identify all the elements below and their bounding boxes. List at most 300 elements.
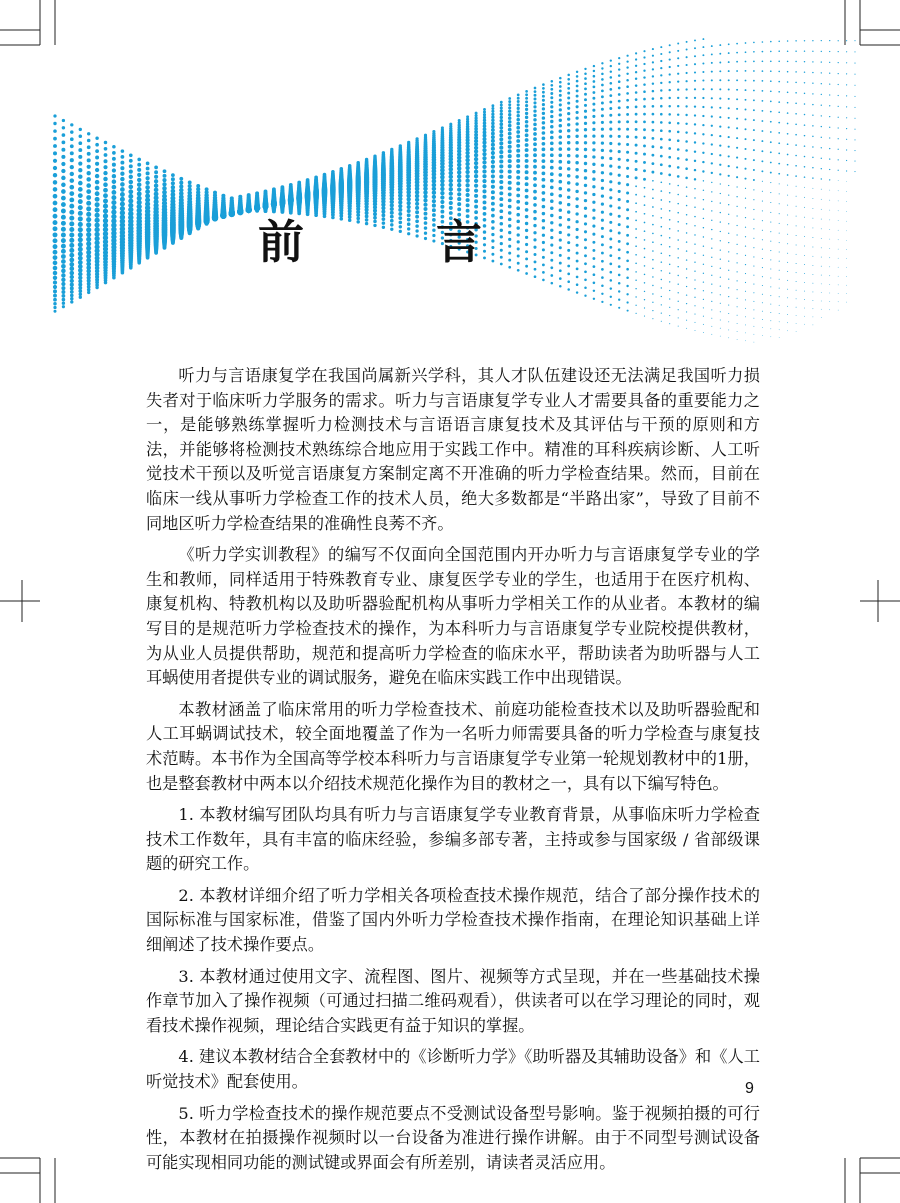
decorative-dot [508, 170, 512, 174]
decorative-dot [95, 168, 99, 172]
decorative-dot [584, 110, 587, 113]
decorative-dot [745, 291, 746, 292]
decorative-dot [626, 293, 628, 295]
decorative-dot [525, 176, 529, 180]
decorative-dot [626, 151, 629, 154]
decorative-dot [720, 277, 721, 278]
decorative-dot [694, 71, 696, 73]
decorative-dot [86, 177, 91, 182]
decorative-dot [601, 114, 604, 117]
decorative-dot [728, 260, 729, 261]
decorative-dot [626, 200, 629, 203]
decorative-dot [694, 88, 696, 90]
decorative-dot [575, 116, 578, 119]
decorative-dot [576, 111, 579, 114]
decorative-dot [567, 147, 571, 151]
decorative-dot [677, 50, 679, 52]
decorative-dot [533, 132, 537, 136]
decorative-dot [592, 178, 595, 181]
decorative-dot [770, 259, 771, 260]
decorative-dot [70, 123, 73, 126]
decorative-dot [584, 191, 587, 194]
decorative-dot [812, 136, 813, 137]
decorative-dot [753, 266, 754, 267]
decorative-dot [584, 72, 587, 75]
decorative-dot [779, 233, 780, 234]
decorative-dot [829, 73, 830, 74]
decorative-dot [575, 161, 578, 164]
decorative-dot [525, 182, 529, 186]
decorative-dot [728, 296, 729, 297]
decorative-dot [761, 160, 763, 162]
decorative-dot [762, 181, 763, 182]
decorative-dot [660, 82, 662, 84]
decorative-dot [559, 135, 563, 139]
decorative-dot [609, 213, 612, 216]
decorative-dot [593, 65, 595, 67]
decorative-dot [584, 294, 586, 296]
decorative-dot [737, 331, 738, 332]
decorative-dot [686, 214, 688, 216]
decorative-dot [745, 207, 746, 208]
decorative-dot [457, 179, 461, 183]
decorative-dot [736, 215, 737, 216]
decorative-dot [53, 137, 57, 141]
decorative-dot [601, 108, 604, 111]
decorative-dot [558, 160, 562, 164]
decorative-dot [542, 99, 545, 102]
decorative-dot [804, 316, 805, 317]
decorative-dot [584, 77, 587, 80]
decorative-dot [609, 204, 612, 207]
decorative-dot [745, 109, 747, 111]
decorative-dot [720, 303, 721, 304]
decorative-dot [533, 114, 536, 117]
decorative-dot [694, 132, 696, 134]
decorative-dot [618, 223, 621, 226]
decorative-dot [584, 82, 587, 85]
decorative-dot [660, 217, 662, 219]
decorative-dot [812, 188, 813, 189]
decorative-dot [677, 203, 679, 205]
decorative-dot [778, 81, 780, 83]
decorative-dot [103, 182, 108, 187]
decorative-dot [533, 137, 537, 141]
decorative-dot [745, 308, 746, 309]
decorative-dot [745, 118, 747, 120]
decorative-dot [829, 105, 830, 106]
decorative-dot [567, 210, 570, 213]
decorative-dot [804, 227, 805, 228]
decorative-dot [601, 219, 604, 222]
decorative-dot [61, 244, 66, 249]
decorative-dot [821, 189, 822, 190]
decorative-dot [635, 245, 637, 247]
decorative-dot [854, 150, 855, 151]
decorative-dot [576, 236, 579, 239]
decorative-dot [635, 91, 638, 94]
decorative-dot [677, 43, 679, 45]
decorative-dot [795, 175, 797, 177]
decorative-dot [796, 315, 797, 316]
decorative-dot [525, 100, 528, 103]
decorative-dot [846, 84, 847, 85]
decorative-dot [795, 103, 797, 105]
decorative-dot [762, 210, 763, 211]
decorative-dot [559, 194, 563, 198]
decorative-dot [626, 259, 629, 262]
decorative-dot [559, 173, 563, 177]
decorative-dot [703, 307, 704, 308]
decorative-dot [457, 183, 461, 187]
decorative-dot [499, 169, 503, 173]
decorative-dot [104, 147, 108, 151]
decorative-dot [762, 90, 764, 92]
decorative-dot [53, 238, 58, 243]
decorative-dot [652, 215, 654, 217]
decorative-dot [491, 125, 495, 129]
decorative-dot [70, 286, 74, 290]
decorative-dot [821, 40, 822, 41]
decorative-dot [567, 280, 570, 283]
decorative-dot [559, 254, 562, 257]
decorative-dot [635, 296, 636, 297]
decorative-dot [787, 280, 788, 281]
decorative-dot [720, 268, 721, 269]
decorative-dot [120, 161, 124, 165]
decorative-dot [652, 310, 653, 311]
decorative-dot [61, 209, 66, 214]
decorative-dot [678, 301, 679, 302]
decorative-dot [778, 101, 780, 103]
decorative-dot [609, 114, 612, 117]
decorative-dot [753, 275, 754, 276]
decorative-dot [829, 169, 830, 170]
decorative-dot [669, 66, 671, 68]
decorative-dot [78, 289, 82, 293]
decorative-dot [601, 179, 604, 182]
decorative-dot [482, 156, 486, 160]
decorative-dot [70, 283, 74, 287]
decorative-dot [635, 84, 638, 87]
decorative-dot [525, 170, 529, 174]
decorative-dot [694, 271, 695, 272]
decorative-dot [542, 107, 545, 110]
decorative-dot [677, 248, 678, 249]
decorative-dot [103, 177, 107, 181]
decorative-dot [846, 51, 847, 52]
decorative-dot [626, 225, 629, 228]
decorative-dot [778, 41, 780, 43]
decorative-dot [745, 282, 746, 283]
decorative-dot [491, 190, 495, 194]
decorative-dot [516, 122, 520, 126]
decorative-dot [626, 175, 629, 178]
decorative-dot [601, 187, 604, 190]
decorative-dot [677, 212, 679, 214]
decorative-dot [499, 186, 503, 190]
decorative-dot [804, 135, 806, 137]
decorative-dot [770, 250, 771, 251]
decorative-dot [491, 185, 495, 189]
decorative-dot [559, 269, 562, 272]
decorative-dot [499, 155, 503, 159]
decorative-dot [584, 134, 587, 137]
decorative-dot [576, 260, 579, 263]
decorative-dot [821, 257, 822, 258]
decorative-dot [162, 178, 166, 182]
decorative-dot [61, 169, 65, 173]
decorative-dot [457, 170, 461, 174]
decorative-dot [796, 225, 797, 226]
decorative-dot [575, 141, 578, 144]
decorative-dot [762, 230, 763, 231]
decorative-dot [635, 106, 638, 109]
decorative-dot [592, 155, 595, 158]
decorative-dot [499, 146, 503, 150]
decorative-dot [761, 140, 763, 142]
decorative-dot [787, 174, 789, 176]
decorative-dot [474, 184, 478, 188]
decorative-dot [542, 126, 546, 130]
decorative-dot [559, 208, 562, 211]
decorative-dot [584, 88, 587, 91]
decorative-dot [635, 136, 638, 139]
decorative-dot [238, 208, 242, 212]
decorative-dot [753, 209, 754, 210]
decorative-dot [508, 136, 512, 140]
decorative-dot [720, 285, 721, 286]
decorative-dot [846, 149, 847, 150]
decorative-dot [61, 233, 66, 238]
decorative-dot [559, 81, 562, 84]
decorative-dot [111, 200, 116, 205]
decorative-dot [474, 199, 478, 203]
decorative-dot [821, 147, 822, 148]
decorative-dot [804, 114, 806, 116]
decorative-dot [643, 70, 645, 72]
decorative-dot [78, 237, 83, 242]
decorative-dot [610, 296, 612, 298]
decorative-dot [618, 265, 621, 268]
decorative-dot [829, 284, 830, 285]
decorative-dot [592, 148, 595, 151]
decorative-dot [62, 302, 65, 305]
decorative-dot [745, 138, 747, 140]
decorative-dot [719, 164, 721, 166]
decorative-dot [736, 147, 738, 149]
decorative-dot [626, 183, 629, 186]
decorative-dot [542, 263, 545, 266]
decorative-dot [550, 110, 553, 113]
decorative-dot [516, 187, 520, 191]
decorative-dot [533, 196, 537, 200]
decorative-dot [70, 144, 74, 148]
decorative-dot [821, 219, 822, 220]
decorative-dot [728, 337, 729, 338]
decorative-dot [821, 301, 822, 302]
decorative-dot [491, 174, 495, 178]
decorative-dot [137, 182, 142, 187]
decorative-dot [516, 144, 520, 148]
decorative-dot [669, 51, 671, 53]
decorative-dot [128, 189, 133, 194]
decorative-dot [516, 135, 520, 139]
decorative-dot [567, 196, 570, 199]
decorative-dot [685, 80, 687, 82]
decorative-dot [627, 310, 629, 312]
decorative-dot [652, 68, 654, 70]
decorative-dot [508, 103, 511, 106]
decorative-dot [95, 208, 100, 213]
decorative-dot [787, 306, 788, 307]
decorative-dot [137, 191, 142, 196]
decorative-dot [499, 191, 503, 195]
decorative-dot [660, 97, 663, 100]
decorative-dot [720, 336, 721, 337]
decorative-dot [795, 40, 796, 41]
decorative-dot [542, 159, 546, 163]
decorative-dot [550, 166, 554, 170]
decorative-dot [643, 169, 646, 172]
decorative-dot [829, 51, 830, 52]
decorative-dot [474, 161, 478, 165]
decorative-dot [736, 157, 738, 159]
decorative-dot [584, 230, 587, 233]
decorative-dot [466, 198, 470, 202]
decorative-dot [838, 170, 839, 171]
decorative-dot [542, 103, 545, 106]
decorative-dot [78, 168, 82, 172]
decorative-dot [686, 303, 687, 304]
decorative-dot [745, 227, 746, 228]
decorative-dot [779, 242, 780, 243]
decorative-dot [787, 143, 789, 145]
paragraph-feature-1: 1. 本教材编写团队均具有听力与言语康复学专业教育背景，从事临床听力学检查技术工作数年，具有丰富的临床经验，参编多部专著，主持或参与国家级 / 省部级课题的研究工作。 [146, 805, 760, 874]
decorative-dot [542, 178, 546, 182]
decorative-dot [618, 257, 621, 260]
decorative-dot [720, 221, 721, 222]
decorative-dot [677, 230, 679, 232]
decorative-dot [762, 319, 763, 320]
decorative-dot [567, 129, 570, 132]
decorative-dot [796, 186, 797, 187]
decorative-dot [643, 105, 646, 108]
decorative-dot [86, 183, 91, 188]
decorative-dot [70, 178, 75, 183]
decorative-dot [635, 52, 637, 54]
decorative-dot [728, 185, 729, 186]
decorative-dot [787, 185, 788, 186]
decorative-dot [728, 43, 730, 45]
decorative-dot [53, 151, 57, 155]
decorative-dot [508, 192, 512, 196]
decorative-dot [720, 249, 721, 250]
decorative-dot [112, 151, 116, 155]
decorative-dot [644, 307, 645, 308]
decorative-dot [703, 180, 704, 181]
decorative-dot [69, 266, 74, 271]
decorative-dot [770, 312, 771, 313]
decorative-dot [482, 148, 486, 152]
decorative-dot [559, 108, 562, 111]
decorative-dot [787, 123, 789, 125]
decorative-dot [668, 165, 671, 168]
decorative-dot [813, 308, 814, 309]
decorative-dot [745, 99, 747, 101]
decorative-dot [53, 187, 58, 192]
decorative-dot [120, 172, 124, 176]
decorative-dot [626, 128, 629, 131]
decorative-dot [770, 295, 771, 296]
decorative-dot [584, 122, 587, 125]
decorative-dot [491, 155, 495, 159]
decorative-dot [120, 177, 124, 181]
decorative-dot [499, 180, 503, 184]
decorative-dot [550, 229, 553, 232]
decorative-dot [567, 226, 570, 229]
decorative-dot [609, 254, 612, 257]
decorative-dot [703, 218, 704, 219]
decorative-dot [534, 90, 537, 93]
decorative-dot [821, 209, 822, 210]
decorative-dot [559, 85, 562, 88]
decorative-dot [719, 173, 721, 175]
decorative-dot [744, 178, 746, 180]
decorative-dot [787, 214, 788, 215]
decorative-dot [796, 206, 797, 207]
decorative-dot [559, 277, 562, 280]
decorative-dot [829, 158, 830, 159]
decorative-dot [533, 127, 537, 131]
decorative-dot [770, 182, 771, 183]
decorative-dot [635, 160, 638, 163]
decorative-dot [703, 227, 704, 228]
decorative-dot [728, 175, 730, 177]
decorative-dot [499, 159, 503, 163]
decorative-dot [61, 196, 66, 201]
decorative-dot [508, 145, 512, 149]
decorative-dot [567, 107, 570, 110]
decorative-dot [744, 168, 746, 170]
decorative-dot [711, 143, 713, 145]
decorative-dot [78, 216, 83, 221]
decorative-dot [694, 188, 695, 189]
decorative-dot [754, 342, 755, 343]
decorative-dot [53, 207, 58, 212]
decorative-dot [609, 221, 612, 224]
decorative-dot [643, 136, 646, 139]
decorative-dot [694, 97, 696, 99]
decorative-dot [61, 269, 66, 274]
decorative-dot [491, 208, 495, 212]
decorative-dot [821, 283, 822, 284]
decorative-dot [465, 183, 469, 187]
decorative-dot [711, 62, 713, 64]
decorative-dot [95, 186, 100, 191]
decorative-dot [686, 72, 688, 74]
decorative-dot [112, 163, 116, 167]
decorative-dot [660, 138, 663, 141]
decorative-dot [737, 306, 738, 307]
decorative-dot [838, 117, 839, 118]
decorative-dot [550, 186, 554, 190]
decorative-dot [86, 189, 91, 194]
decorative-dot [525, 133, 529, 137]
decorative-dot [720, 311, 721, 312]
decorative-dot [120, 192, 125, 197]
decorative-dot [508, 116, 511, 119]
